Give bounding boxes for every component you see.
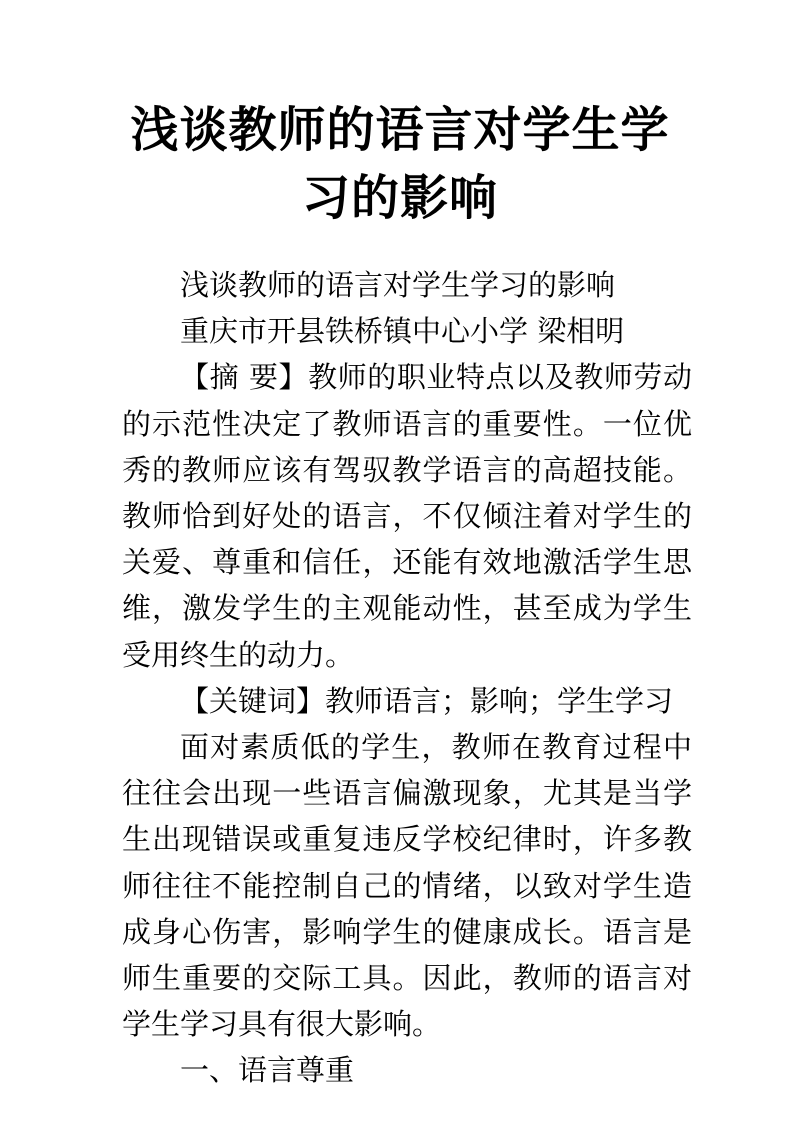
body-paragraph: 面对素质低的学生，教师在教育过程中往往会出现一些语言偏激现象，尤其是当学生出现错误或重复违反学校纪律时，许多教师往往不能控制自己的情绪，以致对学生造成身心伤害，影响学生的健康成长。语言是师生重要的交际工具。因此，教师的语言对学生学习具有很大影响。 bbox=[122, 730, 692, 1042]
subtitle-paragraph: 浅谈教师的语言对学生学习的影响 bbox=[180, 268, 616, 302]
title-line-2: 习的影响 bbox=[301, 170, 498, 226]
document-body bbox=[122, 262, 692, 1094]
section-heading: 一、语言尊重 bbox=[180, 1053, 355, 1088]
author-line: 重庆市开县铁桥镇中心小学 梁相明 bbox=[180, 314, 625, 349]
title-line-1: 浅谈教师的语言对学生学 bbox=[130, 102, 670, 158]
document-title bbox=[100, 96, 700, 232]
abstract-paragraph: 【摘 要】教师的职业特点以及教师劳动的示范性决定了教师语言的重要性。一位优秀的教师应该有驾驭教学语言的高超技能。教师恰到好处的语言，不仅倾注着对学生的关爱、尊重和信任，还能有效地激活学生思维，激发学生的主观能动性，甚至成为学生受用终生的动力。 bbox=[122, 360, 692, 672]
keywords-paragraph: 【关键词】教师语言；影响；学生学习 bbox=[180, 683, 674, 718]
